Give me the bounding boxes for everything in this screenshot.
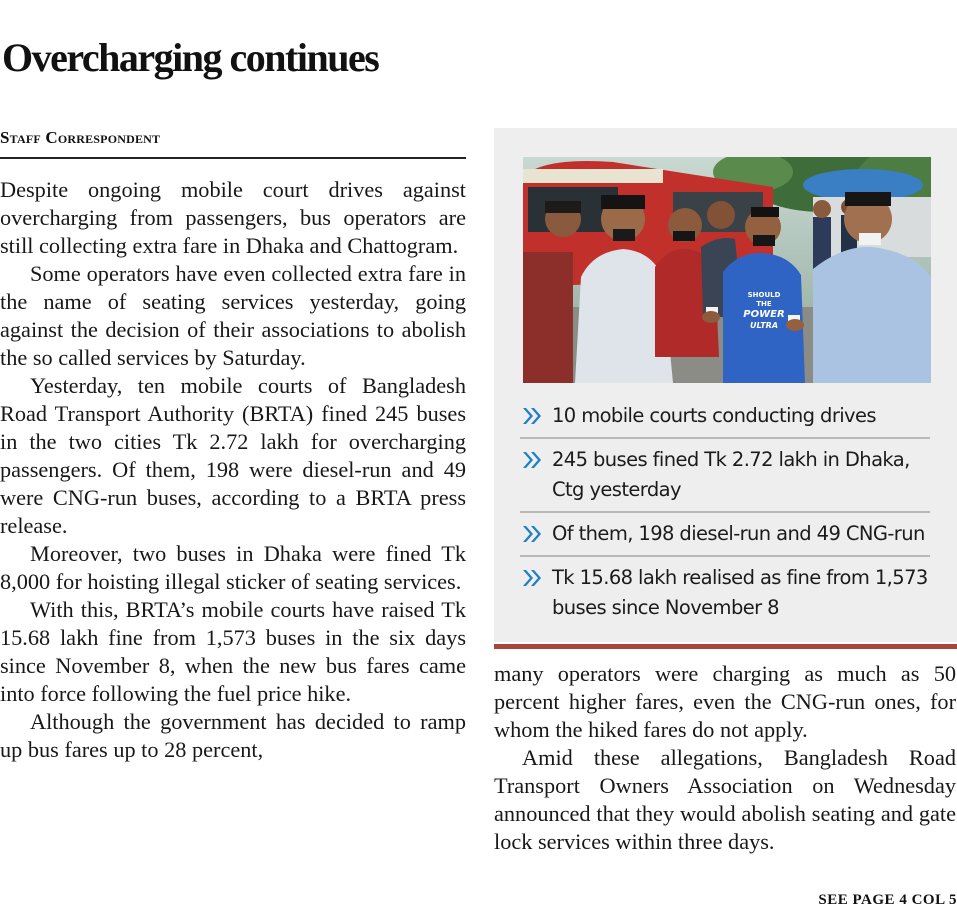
double-chevron-right-icon: [522, 451, 544, 469]
continuation-note: SEE PAGE 4 COL 5: [818, 892, 957, 908]
highlight-item: [520, 557, 930, 629]
paragraph: Despite ongoing mobile court drives against overcharging from passengers, bus operators are still collecting extra fare in Dhaka and Chattogram.: [0, 177, 466, 258]
highlight-box-accent-bar: [494, 644, 957, 649]
paragraph: Although the government has decided to ramp up bus fares up to 28 percent,: [0, 709, 466, 762]
highlight-text: 10 mobile courts conducting drives: [552, 404, 876, 427]
tshirt-print-line: SHOULD: [747, 291, 781, 299]
byline-rule: [0, 157, 466, 159]
highlight-text: Tk 15.68 lakh realised as fine from 1,573 buses since November 8: [552, 566, 928, 619]
double-chevron-right-icon: [522, 525, 544, 543]
highlight-item: [520, 513, 930, 557]
double-chevron-right-icon: [522, 569, 544, 587]
byline: Staff Correspondent: [0, 128, 161, 147]
tshirt-print-line: THE: [756, 300, 772, 308]
article-column-left: [0, 176, 466, 764]
highlight-text: 245 buses fined Tk 2.72 lakh in Dhaka, Ctg yesterday: [552, 448, 910, 501]
highlight-text: Of them, 198 diesel-run and 49 CNG-run: [552, 522, 925, 545]
paragraph: Moreover, two buses in Dhaka were fined Tk 8,000 for hoisting illegal sticker of seating services.: [0, 541, 466, 594]
highlight-item: [520, 395, 930, 439]
tshirt-print-line: ULTRA: [749, 321, 779, 330]
double-chevron-right-icon: [522, 407, 544, 425]
headline: Overcharging continues: [2, 35, 379, 80]
highlights-list: [520, 395, 930, 629]
article-column-right: [494, 660, 956, 856]
tshirt-print-line: POWER: [743, 309, 785, 320]
paragraph: many operators were charging as much as 50 percent higher fares, even the CNG-run ones, for whom the hiked fares do not apply.: [494, 661, 956, 742]
paragraph: Some operators have even collected extra fare in the name of seating services yesterday, going against the decision of their associations to abolish the so called services by Saturday.: [0, 261, 466, 370]
highlight-item: [520, 439, 930, 513]
news-photo: [523, 157, 931, 383]
paragraph: With this, BRTA’s mobile courts have raised Tk 15.68 lakh fine from 1,573 buses in the six days since November 8, when the new bus fares came into force following the fuel price hike.: [0, 597, 466, 706]
paragraph: Amid these allegations, Bangladesh Road Transport Owners Association on Wednesday announced that they would abolish seating and gate lock services within three days.: [494, 745, 956, 854]
paragraph: Yesterday, ten mobile courts of Bangladesh Road Transport Authority (BRTA) fined 245 buses in the two cities Tk 2.72 lakh for overcharging passengers. Of them, 198 were diesel-run and 49 were CNG-run buses, according to a BRTA press release.: [0, 373, 466, 538]
